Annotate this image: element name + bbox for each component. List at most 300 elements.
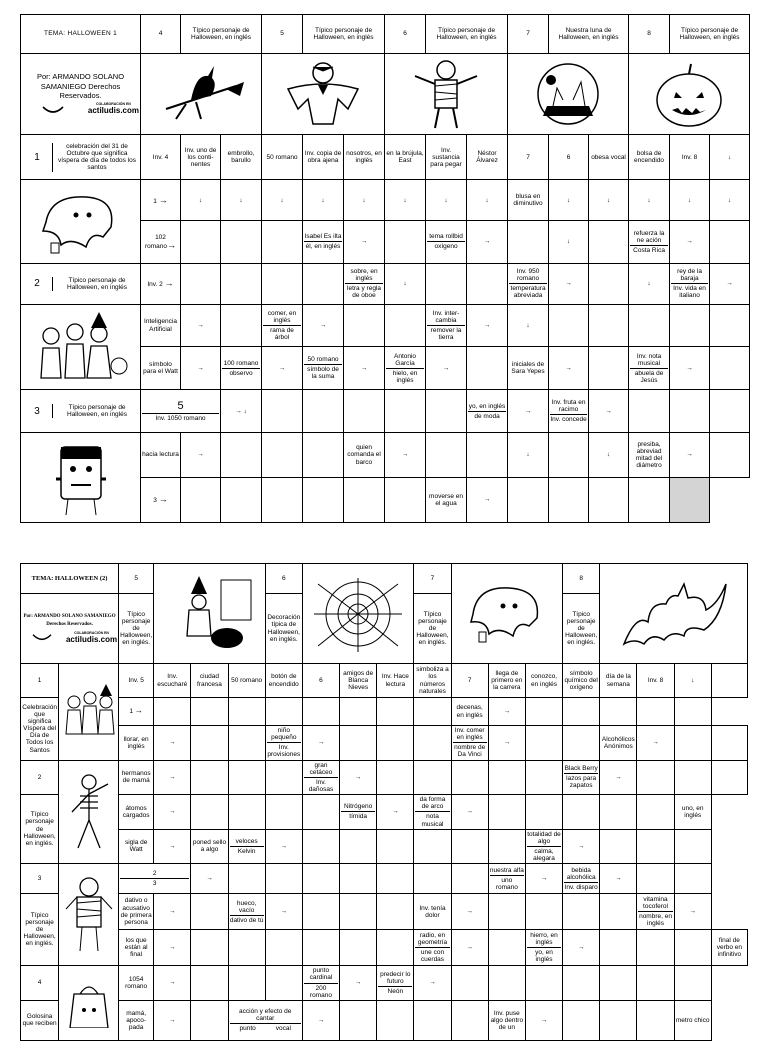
arrow-down-icon: ↓	[589, 433, 629, 478]
clue-label: da forma de arco	[419, 796, 446, 811]
row-block-1	[21, 135, 141, 180]
clue-cell: poned sello a algo	[191, 829, 228, 864]
clue-label: nuestra alfa	[489, 866, 524, 874]
clue-label: Inv. inter-cambia	[432, 309, 460, 324]
clue-cell: 50 romano	[262, 135, 303, 180]
row-clue: Típico personaje de Halloween, en inglés.	[21, 795, 59, 864]
clue-label: hueco, vacío	[236, 899, 257, 914]
arrow-right-icon: →	[670, 221, 710, 264]
clue-cell	[451, 726, 488, 761]
arrow-down-icon: ↓	[549, 180, 589, 221]
arrow-down-icon: ↓	[181, 180, 221, 221]
clue-label: Nitrógeno	[344, 803, 373, 811]
row-clue: Típico personaje de Halloween, en inglés.	[21, 894, 59, 966]
clue-num-cell: 7	[508, 135, 549, 180]
header-clue: Típico personaje de Halloween, en inglés	[426, 15, 508, 54]
clue-label: Inv. fruta en racimo	[551, 399, 586, 414]
logo-site: actiludis.com	[65, 634, 118, 644]
clue-cell: dativo o acusativo de primera persona	[119, 894, 154, 930]
clue-label: 50 romano	[307, 356, 339, 364]
arrow-right-icon: →	[167, 239, 177, 250]
logo-site: actiludis.com	[87, 106, 139, 116]
clue-cell	[221, 347, 262, 390]
clue-label: Inv. concede	[550, 416, 587, 424]
arrow-right-icon: →	[154, 966, 191, 1001]
clue-cell	[265, 726, 302, 761]
row-block-2	[21, 263, 141, 304]
row-clue: celebración del 31 de Octubre que significa víspera de día de todos los santos	[52, 143, 139, 172]
clue-cell: Inv. uno de los conti-nentes	[181, 135, 221, 180]
row-num: 2	[21, 760, 59, 795]
clue-label: 102 romano	[144, 233, 168, 250]
arrow-right-icon: →	[467, 221, 508, 264]
clue-cell	[344, 263, 385, 304]
arrow-down-icon: ↓	[710, 180, 750, 221]
arrow-right-icon: →	[340, 966, 377, 1001]
header-clue: Típico personaje de Halloween, en inglés.	[563, 594, 600, 664]
clue-num-cell	[119, 698, 154, 726]
header-num: 7	[508, 15, 549, 54]
arrow-down-icon: ↓	[549, 221, 589, 264]
arrow-right-icon: →	[154, 829, 191, 864]
clue-cell: Inv. copia de obra ajena	[303, 135, 344, 180]
header-clue: Típico personaje de Halloween, en inglés.	[119, 594, 154, 664]
clue-cell: conozco, en inglés	[525, 664, 562, 698]
arrow-right-icon: →	[164, 278, 174, 289]
clue-label: nombre, en inglés	[639, 913, 672, 928]
moon-icon	[523, 58, 613, 130]
arrow-right-icon: →	[385, 433, 426, 478]
mummy-icon	[62, 875, 116, 955]
author-text: Por: ARMANDO SOLANO SAMANIEGO Derechos Reservados.	[23, 613, 116, 627]
arrow-right-icon: →	[303, 304, 344, 347]
header-clue: Típico personaje de Halloween, en inglés	[670, 15, 750, 54]
bat-image	[600, 564, 748, 664]
clue-label: 200 romano	[304, 983, 338, 999]
clue-label: yo, en inglés	[468, 402, 506, 410]
clue-label: de moda	[468, 411, 506, 420]
arrow-right-icon: →	[710, 263, 750, 304]
clue-num-cell: 7	[451, 664, 488, 698]
num-label: 2	[152, 870, 157, 878]
arrow-right-icon: →	[637, 726, 674, 761]
clue-label: Inv. 2	[147, 281, 163, 289]
clue-label: Inv. disparo	[564, 883, 598, 891]
clue-cell: Inv. sustancia para pegar	[426, 135, 467, 180]
clue-cell	[141, 263, 181, 304]
arrow-down-icon: ↓	[426, 180, 467, 221]
clue-num-cell: 6	[302, 664, 339, 698]
clue-num-cell	[119, 864, 191, 894]
clue-label: rey de la baraja	[677, 267, 703, 283]
header-clue: Típico personaje de Halloween, en inglés	[181, 15, 262, 54]
witch-icon	[156, 64, 246, 124]
clue-cell: Inv. puse algo dentro de un	[488, 1000, 525, 1040]
arrow-down-icon: → ↓	[221, 390, 262, 433]
arrow-right-icon: →	[262, 347, 303, 390]
arrow-right-icon: →	[549, 263, 589, 304]
arrow-down-icon: ↓	[385, 180, 426, 221]
clue-cell	[228, 1000, 302, 1040]
clue-num-cell	[141, 478, 181, 523]
clue-label: temperatura abreviada	[510, 285, 546, 300]
logo	[22, 103, 139, 116]
clue-label: une con cuerdas	[415, 947, 449, 963]
clue-cell	[670, 263, 710, 304]
clue-label: Inv. 1050 romano	[142, 413, 219, 422]
clue-cell	[426, 221, 467, 264]
clue-label: sobre, en inglés	[350, 267, 378, 283]
header-clue: Típico personaje de Halloween, en inglés.	[414, 594, 451, 664]
clue-cell	[629, 347, 670, 390]
clue-cell: mamá, apoco-pada	[119, 1000, 154, 1040]
clue-cell	[262, 304, 303, 347]
vampire-image	[262, 53, 385, 135]
clue-label: nombre de Da Vinci	[454, 744, 486, 759]
num-label: 3	[153, 497, 157, 505]
clue-cell: día de la semana	[600, 664, 637, 698]
header-num: 8	[563, 564, 600, 594]
row-clue: Golosina que reciben	[21, 1000, 59, 1040]
header-clue: Típico personaje de Halloween, en inglés	[303, 15, 385, 54]
clue-label: hierro, en inglés	[530, 931, 558, 947]
clue-label: lazos para zapatos	[564, 773, 598, 789]
clue-cell	[302, 966, 339, 1001]
clue-cell: en la brújula, East	[385, 135, 426, 180]
clue-cell	[303, 221, 344, 264]
clue-label: Kelvin	[230, 846, 264, 855]
arrow-right-icon: →	[265, 829, 302, 864]
row-num: 4	[21, 966, 59, 1001]
ghost-icon	[459, 574, 555, 654]
clue-cell: Inv. tenía dolor	[414, 894, 451, 930]
arrow-down-icon: ↓	[670, 180, 710, 221]
arrow-down-icon: ↓	[629, 180, 670, 221]
clue-label: 100 romano	[223, 359, 259, 367]
arrow-right-icon: →	[563, 930, 600, 966]
candy-bag-icon	[62, 978, 116, 1028]
clue-cell: moverse en el agua	[426, 478, 467, 523]
ghost-icon	[31, 187, 131, 257]
row-block-3	[21, 390, 141, 433]
arrow-right-icon: →	[302, 726, 339, 761]
arrow-down-icon: ↓	[262, 180, 303, 221]
header-num: 4	[141, 15, 181, 54]
clue-label: Black Berry	[564, 765, 598, 773]
clue-label: oxígeno	[427, 241, 465, 250]
kids-costume-icon	[62, 682, 116, 742]
arrow-right-icon: →	[344, 221, 385, 264]
clue-cell	[549, 390, 589, 433]
clue-label: veloces	[235, 837, 258, 845]
header-num: 5	[119, 564, 154, 594]
arrow-down-icon: ↓	[221, 180, 262, 221]
arrow-right-icon: →	[134, 706, 143, 716]
blocked-cell	[670, 478, 710, 523]
clue-cell	[637, 894, 674, 930]
header-num: 8	[629, 15, 670, 54]
arrow-right-icon: →	[265, 894, 302, 930]
arrow-right-icon: →	[670, 433, 710, 478]
clue-cell: Inv. escucharé	[154, 664, 191, 698]
skeleton-icon	[62, 772, 116, 852]
arrow-right-icon: →	[414, 966, 451, 1001]
crossword-halloween-1	[20, 14, 750, 523]
candy-bag-image	[59, 966, 119, 1041]
header-num: 6	[385, 15, 426, 54]
clue-cell: metro chico	[674, 1000, 711, 1040]
logo-caption: COLABORACIÓN EN	[74, 630, 109, 635]
clue-label: él, en inglés	[305, 243, 341, 251]
clue-label: uno romano	[490, 875, 524, 891]
witch-cauldron-image	[154, 564, 266, 664]
clue-cell: simboliza a los números naturales	[414, 664, 451, 698]
clue-cell: uno, en inglés	[674, 795, 711, 830]
clue-cell: sigla de Watt	[119, 829, 154, 864]
clue-cell	[467, 390, 508, 433]
arrow-down-icon: ↓	[710, 135, 750, 180]
arrow-right-icon: →	[589, 390, 629, 433]
ghost-image	[21, 180, 141, 264]
clue-cell	[488, 864, 525, 894]
author-box	[21, 594, 119, 664]
clue-label: gran cetáceo	[309, 761, 333, 776]
arrow-right-icon: →	[154, 726, 191, 761]
arrow-right-icon: →	[488, 698, 525, 726]
arrow-right-icon: →	[467, 478, 508, 523]
arrow-down-icon: ↓	[674, 664, 711, 698]
clue-cell: Néstor Álvarez	[467, 135, 508, 180]
clue-cell	[525, 829, 562, 864]
clue-label: Inv. comer en inglés	[454, 727, 485, 742]
clue-cell: Inv. Hace lectura	[377, 664, 414, 698]
frankenstein-icon	[46, 439, 116, 517]
arrow-right-icon: →	[154, 795, 191, 830]
arrow-right-icon: →	[451, 894, 488, 930]
clue-cell	[228, 894, 265, 930]
clue-label: vocal	[275, 1025, 291, 1033]
clue-cell: blusa en diminutivo	[508, 180, 549, 221]
clue-label: hielo, en inglés	[386, 368, 424, 384]
clue-label: niño pequeño	[271, 727, 297, 742]
mummy-image	[385, 53, 508, 135]
arrow-right-icon: →	[154, 894, 191, 930]
bat-icon	[614, 574, 734, 654]
clue-cell: átomos cargados	[119, 795, 154, 830]
clue-label: remover la tierra	[427, 325, 465, 341]
clue-cell	[563, 760, 600, 795]
clue-cell	[629, 221, 670, 264]
kids-image	[21, 304, 141, 390]
header-clue: Decoración típica de Halloween, en inglés.	[265, 594, 302, 664]
smile-logo-icon	[32, 633, 52, 642]
clue-label: calma, alegara	[527, 846, 561, 862]
clue-label: Inv. nota musical	[636, 352, 662, 367]
arrow-right-icon: →	[154, 1000, 191, 1040]
clue-label: radio, en geometría	[417, 931, 448, 947]
clue-cell	[525, 930, 562, 966]
clue-label: símbolo de la suma	[304, 364, 342, 380]
clue-label: tímida	[341, 811, 375, 820]
puzzle-title: TEMA: HALLOWEEN 1	[21, 15, 141, 54]
clue-label: bebida alcohólica	[566, 866, 596, 881]
clue-cell	[377, 966, 414, 1001]
clue-num-cell	[141, 180, 181, 221]
clue-label: tema rollbid	[429, 233, 463, 241]
crossword-halloween-2	[20, 563, 748, 1041]
arrow-right-icon: →	[670, 347, 710, 390]
clue-cell: Inteligencia Artificial	[141, 304, 181, 347]
arrow-right-icon: →	[600, 864, 637, 894]
clue-cell: Inv. 8	[637, 664, 674, 698]
clue-cell: Inv. 8	[670, 135, 710, 180]
arrow-right-icon: →	[488, 726, 525, 761]
arrow-right-icon: →	[451, 930, 488, 966]
arrow-down-icon: ↓	[344, 180, 385, 221]
clue-label: acción y efecto de cantar	[239, 1008, 292, 1023]
clue-cell: presiba, abreviad mitad del diámetro	[629, 433, 670, 478]
kids-costume-icon	[31, 308, 131, 386]
clue-label: predecir lo futuro	[380, 970, 411, 985]
arrow-right-icon: →	[344, 347, 385, 390]
clue-cell: Inv. 5	[119, 664, 154, 698]
arrow-down-icon: ↓	[629, 263, 670, 304]
arrow-right-icon: →	[451, 795, 488, 830]
kids-image	[59, 664, 119, 761]
clue-cell: hermanos de mamá	[119, 760, 154, 795]
clue-cell	[385, 347, 426, 390]
clue-cell	[426, 304, 467, 347]
arrow-right-icon: →	[158, 494, 168, 505]
clue-label: comer, en inglés	[267, 309, 297, 324]
arrow-right-icon: →	[377, 795, 414, 830]
header-num: 6	[265, 564, 302, 594]
clue-cell: Inv. 4	[141, 135, 181, 180]
clue-cell	[508, 263, 549, 304]
clue-cell: obesa vocal	[589, 135, 629, 180]
arrow-right-icon: →	[525, 864, 562, 894]
num-label: 1	[153, 197, 157, 205]
row-num: 3	[21, 864, 59, 894]
clue-cell: llorar, en inglés	[119, 726, 154, 761]
arrow-down-icon: ↓	[508, 304, 549, 347]
arrow-right-icon: →	[563, 829, 600, 864]
arrow-right-icon: →	[181, 347, 221, 390]
arrow-right-icon: →	[426, 347, 467, 390]
clue-cell: 50 romano	[228, 664, 265, 698]
clue-cell: símbolo químico del oxígeno	[563, 664, 600, 698]
clue-cell: bolsa de encendido	[629, 135, 670, 180]
clue-cell	[302, 760, 339, 795]
clue-label: refuerza la ne ación	[633, 229, 665, 244]
clue-cell	[414, 795, 451, 830]
clue-cell: botón de encendido	[265, 664, 302, 698]
clue-cell	[141, 221, 181, 264]
logo-caption: COLABORACIÓN EN	[96, 102, 131, 107]
arrow-right-icon: →	[525, 1000, 562, 1040]
clue-cell: 1054 romano	[119, 966, 154, 1001]
arrow-right-icon: →	[467, 304, 508, 347]
clue-label: vitamina tocoferol	[643, 895, 668, 911]
clue-label: punto cardinal	[309, 967, 333, 982]
clue-label: Inv. vida en italiano	[671, 283, 708, 299]
clue-label: Inv. dañosas	[304, 777, 338, 793]
clue-cell: embrollo, barullo	[221, 135, 262, 180]
row-num: 3	[34, 405, 40, 417]
ghost-image	[451, 564, 563, 664]
clue-label: yo, en inglés	[527, 947, 561, 963]
clue-cell: final de verbo en infinitivo	[711, 930, 747, 966]
arrow-down-icon: ↓	[303, 180, 344, 221]
clue-label: rama de árbol	[263, 325, 301, 341]
clue-cell	[563, 864, 600, 894]
clue-label: totalidad de algo	[527, 830, 561, 845]
clue-cell: los que están al final	[119, 930, 154, 966]
arrow-right-icon: →	[158, 194, 168, 205]
arrow-right-icon: →	[508, 390, 549, 433]
clue-cell: decenas, en inglés	[451, 698, 488, 726]
clue-cell: hacia lectura	[141, 433, 181, 478]
arrow-down-icon: ↓	[508, 433, 549, 478]
row-clue: Típico personaje de Halloween, en inglés	[52, 277, 139, 291]
clue-label: Inv. provisiones	[267, 744, 301, 759]
arrow-right-icon: →	[154, 930, 191, 966]
clue-cell: símbolo para el Watt	[141, 347, 181, 390]
arrow-down-icon: ↓	[467, 180, 508, 221]
row-clue: Típico personaje de Halloween, en inglés	[52, 404, 139, 418]
witch-image	[141, 53, 262, 135]
pumpkin-icon	[644, 58, 734, 130]
clue-cell: llega de primero en la carrera	[488, 664, 525, 698]
clue-cell: nosotros, en inglés	[344, 135, 385, 180]
arrow-right-icon: →	[340, 760, 377, 795]
mummy-image	[59, 864, 119, 966]
skeleton-image	[59, 760, 119, 864]
clue-cell	[228, 829, 265, 864]
header-num: 7	[414, 564, 451, 594]
frankenstein-image	[21, 433, 141, 523]
arrow-right-icon: →	[181, 304, 221, 347]
header-clue: Nuestra luna de Halloween, en inglés	[549, 15, 629, 54]
pumpkin-image	[629, 53, 750, 135]
clue-label: letra y regla de oboe	[345, 283, 383, 299]
vampire-icon	[278, 59, 368, 129]
clue-cell: quien comanda el barco	[344, 433, 385, 478]
clue-cell: amigos de Blanca Nieves	[340, 664, 377, 698]
moon-scene-image	[508, 53, 629, 135]
puzzle-title: TEMA: HALLOWEEN (2)	[21, 564, 119, 594]
clue-label: Antonio García	[394, 352, 417, 367]
row-num: 2	[34, 278, 40, 290]
clue-label: nota musical	[415, 811, 449, 827]
clue-cell	[340, 795, 377, 830]
arrow-right-icon: →	[600, 760, 637, 795]
smile-logo-icon	[42, 105, 64, 115]
clue-label: Inv. 950 romano	[516, 267, 540, 283]
arrow-right-icon: →	[302, 1000, 339, 1040]
clue-num: 5	[177, 400, 184, 413]
arrow-right-icon: →	[191, 864, 228, 894]
arrow-right-icon: →	[674, 894, 711, 930]
arrow-down-icon: ↓	[589, 180, 629, 221]
clue-label: Costa Rica	[630, 245, 668, 254]
author-box	[21, 53, 141, 135]
clue-label: abuela de Jesús	[630, 368, 668, 384]
header-num: 5	[262, 15, 303, 54]
num-label: 1	[129, 708, 134, 716]
author-text: Por: ARMANDO SOLANO SAMANIEGO Derechos Reservados.	[36, 72, 125, 100]
clue-cell	[414, 930, 451, 966]
